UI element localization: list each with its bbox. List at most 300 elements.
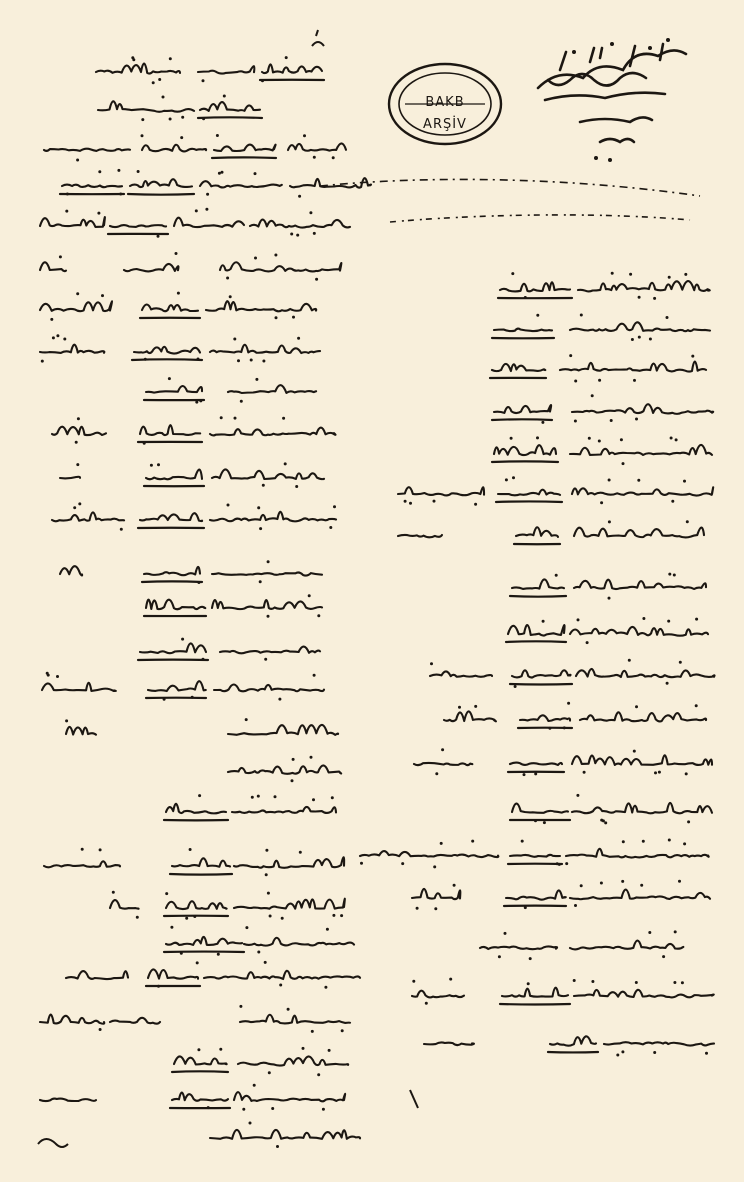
left-column-entry [124, 264, 178, 271]
right-column-entry [578, 281, 710, 291]
diacritic-dot [177, 292, 180, 295]
diacritic-dot [150, 464, 153, 467]
left-column-entry [228, 725, 338, 735]
diacritic-dot [536, 314, 539, 317]
diacritic-dot [695, 704, 698, 707]
left-column-entry [40, 262, 66, 271]
diacritic-dot [271, 1107, 274, 1110]
diacritic-dot [401, 862, 404, 865]
right-column-entry [502, 988, 568, 997]
diacritic-dot [76, 463, 79, 466]
diacritic-dot [328, 1049, 331, 1052]
diacritic-dot [254, 257, 257, 260]
diacritic-dot [621, 1050, 624, 1053]
diacritic-dot [471, 840, 474, 843]
diacritic-dot [217, 953, 220, 956]
emblem-stroke [600, 139, 634, 142]
diacritic-dot [695, 618, 698, 621]
left-column-entry [40, 217, 105, 227]
left-column-entry [234, 857, 344, 868]
left-column-entry [232, 807, 336, 813]
diacritic-dot [223, 95, 226, 98]
left-column-entry [220, 262, 341, 271]
left-column-entry [212, 600, 322, 609]
left-column-entry [238, 1056, 348, 1065]
diacritic-dot [638, 296, 641, 299]
diacritic-dot [310, 756, 313, 759]
diacritic-dot [181, 638, 184, 641]
right-column-entry [512, 670, 571, 677]
left-column-entry [234, 899, 345, 909]
diacritic-dot [536, 436, 539, 439]
diacritic-dot [629, 273, 632, 276]
diacritic-dot [608, 479, 611, 482]
left-column-entry [110, 900, 139, 909]
diacritic-dot [250, 359, 253, 362]
left-column-entry [244, 938, 354, 946]
diacritic-dot [202, 79, 205, 82]
marginal-note [320, 179, 700, 196]
marginal-note [390, 215, 690, 222]
right-column-entry [430, 671, 492, 676]
left-column-entry [250, 220, 350, 228]
diacritic-dot [668, 276, 671, 279]
diacritic-dot [453, 884, 456, 887]
handwritten-word [200, 102, 260, 111]
right-column-entry [512, 579, 564, 588]
seal-top-text: BAKB [425, 95, 465, 110]
diacritic-dot [56, 675, 59, 678]
diacritic-dot [684, 273, 687, 276]
diacritic-dot [265, 849, 268, 852]
diacritic-dot [312, 798, 315, 801]
emblem-dot [594, 156, 598, 160]
right-column-entry [574, 990, 714, 998]
right-column-entry [604, 1042, 714, 1045]
diacritic-dot [168, 377, 171, 380]
diacritic-dot [340, 914, 343, 917]
diacritic-dot [412, 980, 415, 983]
underline-stroke [132, 359, 202, 360]
right-column-entry [580, 712, 706, 721]
left-column-entry [134, 347, 200, 354]
diacritic-dot [278, 698, 281, 701]
diacritic-dot [440, 842, 443, 845]
right-column-entry [498, 490, 560, 496]
left-column-entry [204, 971, 360, 979]
diacritic-dot [435, 772, 438, 775]
left-column-entry [228, 765, 341, 773]
diacritic-dot [608, 597, 611, 600]
right-column-entry [550, 1036, 596, 1045]
right-column-entry [574, 528, 704, 538]
right-column-entry [570, 941, 683, 950]
left-column-entry [110, 225, 166, 227]
right-column-entry [510, 763, 562, 765]
right-column-entry [570, 445, 712, 455]
underline-stroke [142, 581, 202, 582]
diacritic-dot [543, 821, 546, 824]
diacritic-dot [75, 441, 78, 444]
diacritic-dot [267, 560, 270, 563]
diacritic-dot [611, 272, 614, 275]
right-column-entry [494, 329, 552, 331]
diacritic-dot [635, 705, 638, 708]
left-column-entry [60, 477, 80, 479]
diacritic-dot [332, 914, 335, 917]
diacritic-dot [50, 318, 53, 321]
diacritic-dot [637, 479, 640, 482]
handwritten-word [98, 101, 194, 112]
diacritic-dot [117, 169, 120, 172]
left-column-entry [212, 469, 324, 479]
left-column-entry [44, 861, 120, 867]
diacritic-dot [600, 819, 603, 822]
diacritic-dot [259, 527, 262, 530]
diacritic-dot [498, 955, 501, 958]
left-column-entry [228, 385, 316, 393]
diacritic-dot [218, 172, 221, 175]
diacritic-dot [591, 394, 594, 397]
diacritic-dot [229, 295, 232, 298]
diacritic-dot [425, 1002, 428, 1005]
stray-mark [410, 1090, 418, 1108]
diacritic-dot [56, 334, 59, 337]
diacritic-dot [285, 56, 288, 59]
diacritic-dot [262, 360, 265, 363]
diacritic-dot [257, 506, 260, 509]
underline-stroke [492, 461, 558, 462]
emblem-dot [572, 50, 576, 54]
left-column-entry [240, 1015, 350, 1024]
diacritic-dot [600, 882, 603, 885]
diacritic-dot [577, 618, 580, 621]
diacritic-dot [257, 795, 260, 798]
diacritic-dot [265, 873, 268, 876]
diacritic-dot [242, 1108, 245, 1111]
diacritic-dot [157, 235, 160, 238]
diacritic-dot [101, 294, 104, 297]
diacritic-dot [99, 1028, 102, 1031]
diacritic-dot [671, 500, 674, 503]
diacritic-dot [195, 209, 198, 212]
diacritic-dot [233, 338, 236, 341]
diacritic-dot [628, 659, 631, 662]
diacritic-dot [253, 1084, 256, 1087]
diacritic-dot [640, 884, 643, 887]
left-column-entry [172, 1093, 228, 1101]
diacritic-dot [666, 316, 669, 319]
right-column-entry [566, 849, 709, 858]
diacritic-dot [158, 78, 161, 81]
diacritic-dot [332, 156, 335, 159]
left-column-entry [148, 969, 198, 978]
diacritic-dot [313, 156, 316, 159]
diacritic-dot [196, 961, 199, 964]
diacritic-dot [534, 772, 537, 775]
diacritic-dot [586, 641, 589, 644]
diacritic-dot [98, 170, 101, 173]
diacritic-dot [679, 661, 682, 664]
diacritic-dot [591, 980, 594, 983]
diacritic-dot [254, 172, 257, 175]
right-column-entry [572, 404, 713, 414]
diacritic-dot [683, 842, 686, 845]
diacritic-dot [565, 862, 568, 865]
diacritic-dot [169, 118, 172, 121]
diacritic-dot [529, 957, 532, 960]
diacritic-dot [317, 614, 320, 617]
diacritic-dot [331, 796, 334, 799]
left-column-entry [52, 427, 106, 435]
diacritic-dot [555, 574, 558, 577]
diacritic-dot [313, 232, 316, 235]
page-mark [38, 1139, 68, 1147]
diacritic-dot [309, 211, 312, 214]
diacritic-dot [311, 1030, 314, 1033]
right-column-entry [508, 625, 565, 635]
left-column-entry [146, 386, 202, 393]
diacritic-dot [303, 134, 306, 137]
left-column-entry [220, 647, 320, 654]
left-column-entry [42, 683, 116, 691]
right-column-entry [574, 580, 706, 589]
left-column-entry [206, 301, 316, 311]
handwritten-word [198, 66, 254, 73]
diacritic-dot [600, 501, 603, 504]
right-column-entry [576, 669, 715, 677]
diacritic-dot [322, 1108, 325, 1111]
handwritten-word [214, 145, 276, 151]
diacritic-dot [226, 277, 229, 280]
diacritic-dot [255, 378, 258, 381]
diacritic-dot [705, 1052, 708, 1055]
diacritic-dot [284, 462, 287, 465]
diacritic-dot [681, 981, 684, 984]
diacritic-dot [333, 505, 336, 508]
left-column-entry [140, 425, 200, 435]
diacritic-dot [175, 252, 178, 255]
diacritic-dot [620, 438, 623, 441]
diacritic-dot [287, 1008, 290, 1011]
underline-stroke [212, 157, 276, 158]
right-column-entry [492, 364, 545, 371]
diacritic-dot [264, 658, 267, 661]
right-column-entry [494, 445, 556, 455]
diacritic-dot [198, 794, 201, 797]
left-column-entry [52, 512, 124, 521]
diacritic-dot [324, 986, 327, 989]
diacritic-dot [670, 437, 673, 440]
diacritic-dot [99, 848, 102, 851]
left-column-entry [210, 512, 336, 522]
diacritic-dot [65, 210, 68, 213]
diacritic-dot [622, 462, 625, 465]
diacritic-dot [635, 981, 638, 984]
diacritic-dot [604, 821, 607, 824]
right-column-entry [506, 890, 566, 899]
diacritic-dot [521, 840, 524, 843]
left-column-entry [40, 1099, 96, 1102]
diacritic-dot [404, 500, 407, 503]
left-column-entry [66, 971, 128, 979]
diacritic-dot [580, 314, 583, 317]
diacritic-dot [653, 1051, 656, 1054]
left-column-entry [146, 600, 205, 610]
underline-stroke [198, 117, 262, 118]
diacritic-dot [141, 134, 144, 137]
diacritic-dot [674, 930, 677, 933]
diacritic-dot [514, 685, 517, 688]
diacritic-dot [221, 171, 224, 174]
diacritic-dot [81, 848, 84, 851]
underline-stroke [496, 501, 562, 502]
diacritic-dot [245, 926, 248, 929]
diacritic-dot [430, 662, 433, 665]
diacritic-dot [295, 485, 298, 488]
right-column-entry [424, 1042, 474, 1045]
diacritic-dot [598, 440, 601, 443]
diacritic-dot [434, 907, 437, 910]
left-column-entry [166, 937, 242, 945]
diacritic-dot [197, 1048, 200, 1051]
left-column-entry [110, 1018, 160, 1024]
diacritic-dot [131, 56, 134, 59]
diacritic-dot [668, 573, 671, 576]
left-column-entry [66, 727, 96, 735]
diacritic-dot [505, 478, 508, 481]
diacritic-dot [299, 851, 302, 854]
diacritic-dot [574, 904, 577, 907]
diacritic-dot [73, 506, 76, 509]
diacritic-dot [360, 862, 363, 865]
left-column-entry [166, 804, 226, 814]
diacritic-dot [76, 159, 79, 162]
diacritic-dot [298, 195, 301, 198]
diacritic-dot [675, 438, 678, 441]
diacritic-dot [259, 580, 262, 583]
diacritic-dot [326, 928, 329, 931]
diacritic-dot [189, 848, 192, 851]
diacritic-dot [635, 418, 638, 421]
right-column-entry [412, 991, 464, 998]
diacritic-dot [598, 379, 601, 382]
diacritic-dot [588, 437, 591, 440]
diacritic-dot [622, 840, 625, 843]
diacritic-dot [180, 136, 183, 139]
diacritic-dot [441, 748, 444, 751]
right-column-entry [480, 946, 557, 949]
diacritic-dot [654, 771, 657, 774]
diacritic-dot [297, 337, 300, 340]
diacritic-dot [633, 379, 636, 382]
diacritic-dot [631, 338, 634, 341]
diacritic-dot [686, 520, 689, 523]
diacritic-dot [638, 336, 641, 339]
diacritic-dot [653, 297, 656, 300]
diacritic-dot [621, 880, 624, 883]
left-column-entry [174, 218, 244, 227]
diacritic-dot [668, 839, 671, 842]
diacritic-dot [162, 96, 165, 99]
right-column-entry [572, 755, 712, 765]
diacritic-dot [667, 620, 670, 623]
diacritic-dot [76, 292, 79, 295]
diacritic-dot [46, 672, 49, 675]
right-column-entry [520, 715, 570, 721]
diacritic-dot [185, 917, 188, 920]
diacritic-dot [687, 820, 690, 823]
diacritic-dot [59, 255, 62, 258]
diacritic-dot [666, 682, 669, 685]
diacritic-dot [658, 771, 661, 774]
diacritic-dot [504, 932, 507, 935]
diacritic-dot [302, 1047, 305, 1050]
diacritic-dot [616, 1054, 619, 1057]
diacritic-dot [136, 916, 139, 919]
diacritic-dot [296, 234, 299, 237]
diacritic-dot [569, 354, 572, 357]
right-column-entry [494, 405, 551, 413]
left-column-entry [140, 643, 206, 653]
header-mark [312, 30, 324, 46]
diacritic-dot [542, 620, 545, 623]
emblem-stroke [545, 93, 665, 100]
diacritic-dot [240, 400, 243, 403]
diacritic-dot [648, 931, 651, 934]
right-column-entry [570, 627, 708, 636]
right-column-entry [510, 855, 560, 857]
left-column-entry [60, 566, 82, 575]
left-column-entry [140, 513, 202, 521]
underline-stroke [128, 194, 194, 195]
diacritic-dot [274, 254, 277, 257]
diacritic-dot [512, 476, 515, 479]
diacritic-dot [282, 417, 285, 420]
diacritic-dot [112, 891, 115, 894]
emblem-stroke [580, 117, 652, 122]
diacritic-dot [576, 794, 579, 797]
diacritic-dot [264, 961, 267, 964]
diacritic-dot [120, 528, 123, 531]
diacritic-dot [181, 116, 184, 119]
left-column-entry [148, 681, 206, 691]
right-column-entry [412, 889, 460, 899]
handwritten-word [62, 185, 122, 188]
diacritic-dot [527, 982, 530, 985]
left-column-entry [174, 1056, 227, 1064]
diacritic-dot [77, 417, 80, 420]
diacritic-dot [541, 421, 544, 424]
diacritic-dot [458, 706, 461, 709]
diacritic-dot [523, 773, 526, 776]
diacritic-dot [292, 316, 295, 319]
right-column-entry [500, 282, 570, 291]
diacritic-dot [673, 574, 676, 577]
left-column-entry [210, 1130, 360, 1139]
diacritic-dot [474, 705, 477, 708]
diacritic-dot [239, 1005, 242, 1008]
diacritic-dot [574, 420, 577, 423]
diacritic-dot [608, 520, 611, 523]
right-column-entry [414, 763, 472, 765]
diacritic-dot [474, 503, 477, 506]
diacritic-dot [642, 840, 645, 843]
diacritic-dot [409, 502, 412, 505]
handwritten-word [262, 64, 322, 73]
diacritic-dot [275, 316, 278, 319]
handwritten-word [130, 179, 192, 187]
